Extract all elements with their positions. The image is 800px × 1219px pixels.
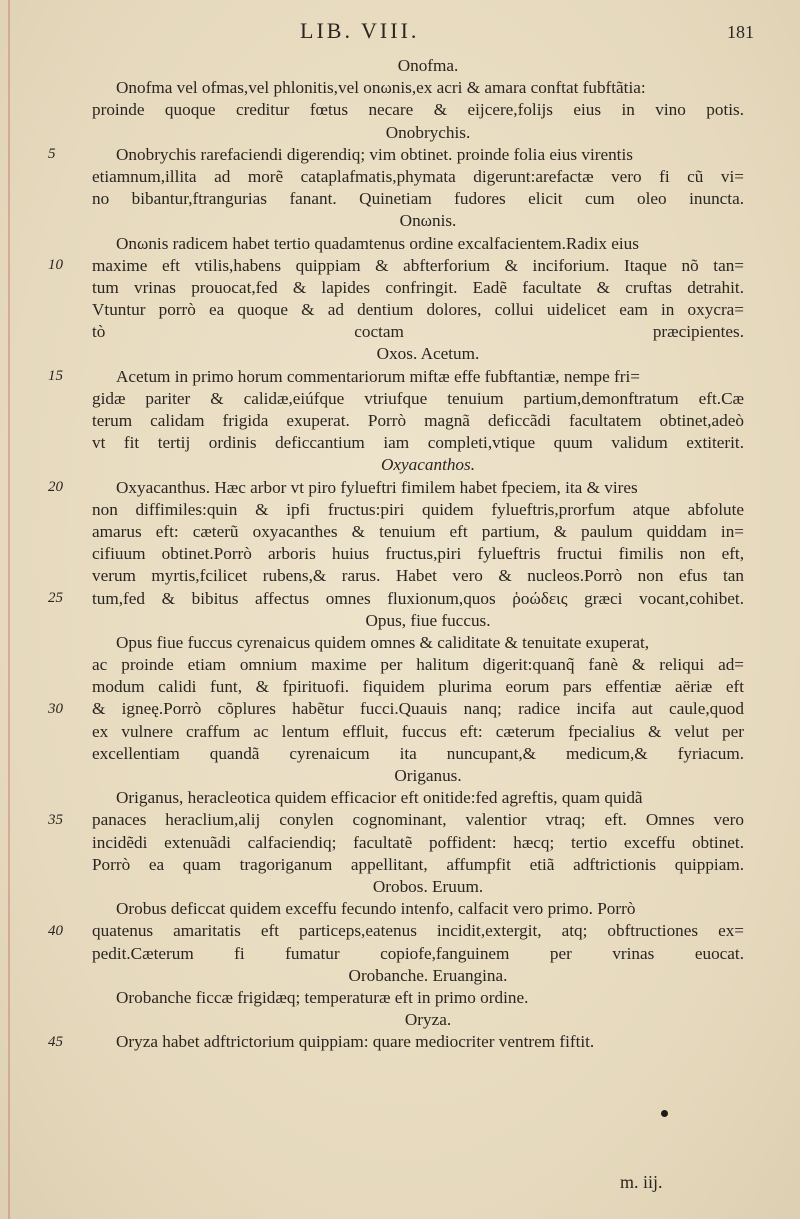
line-number: 10 — [48, 256, 63, 273]
section-heading: Oxyacanthos. — [380, 455, 476, 475]
page-header — [0, 18, 800, 48]
text-line: Acetum in primo horum commentariorum miftæ effe fubftantiæ, nempe fri= — [116, 366, 640, 386]
text-line: pedit.Cæterum fi fumatur copiofe,fanguinem per vrinas euocat. — [92, 943, 744, 963]
text-line: vt fit tertij ordinis deficcantium iam completi,vtique quum validum extiterit. — [92, 433, 744, 453]
text-line: Onofma vel ofmas,vel phlonitis,vel onωnis,ex acri & amara conftat fubftãtia: — [116, 78, 646, 98]
line-number: 40 — [48, 922, 63, 939]
running-head: LIB. VIII. — [300, 18, 420, 43]
text-line: proinde quoque creditur fœtus necare & eijcere,folijs eius in vino potis. — [92, 100, 744, 120]
signature-mark: m. iij. — [620, 1172, 663, 1192]
text-line: Onobrychis rarefaciendi digerendiq; vim obtinet. proinde folia eius virentis — [116, 144, 633, 164]
text-line: tum,fed & bibitus affectus omnes fluxionum,quos ῥοώδεις græci vocant,cohibet. — [92, 588, 744, 608]
text-line: Origanus, heracleotica quidem efficacior eft onitide:fed agreftis, quam quidã — [116, 788, 643, 808]
section-heading: Opus, fiue fuccus. — [365, 610, 491, 630]
text-line: terum calidam frigida exuperat. Porrò magnã deficcãdi facultatem obtinet,adeò — [92, 411, 744, 430]
text-line: quatenus amaritatis eft particeps,eatenus incidit,extergit, atq; obftructiones ex= — [92, 921, 744, 941]
text-line: panaces heraclium,alij conylen cognominant, valentior vtraq; eft. Omnes vero — [92, 810, 744, 830]
text-line: Oxyacanthus. Hæc arbor vt piro fylueftri fimilem habet fpeciem, ita & vires — [116, 477, 638, 497]
section-heading: Origanus. — [394, 766, 462, 785]
text-line: Porrò ea quam tragoriganum appellitant, affumpfit etiã adftrictionis quippiam. — [92, 854, 744, 874]
line-number: 45 — [48, 1033, 63, 1050]
line-number: 35 — [48, 811, 63, 828]
text-line: Oryza habet adftrictorium quippiam: quare mediocriter ventrem fiftit. — [116, 1032, 595, 1052]
text-line: excellentiam quandã cyrenaicum ita nuncupant,& medicum,& fyriacum. — [92, 743, 744, 763]
section-heading: Onωnis. — [399, 211, 457, 231]
text-line: & igneę.Porrò cõplures habẽtur fucci.Quauis nanq; radice incifa aut caule,quod — [92, 699, 744, 719]
text-line: Orobus deficcat quidem exceffu fecundo intenfo, calfacit vero primo. Porrò — [116, 899, 636, 919]
section-heading: Oryza. — [404, 1010, 452, 1030]
text-line: ac proinde etiam omnium maxime per halitum digerit:quanq̃ fanè & reliqui ad= — [92, 655, 744, 675]
text-line: amarus eft: cæterũ oxyacanthes & tenuium eft partium, & paulum quiddam in= — [92, 521, 744, 541]
text-line: tò coctam præcipientes. — [92, 322, 744, 342]
section-heading: Onobrychis. — [385, 122, 471, 142]
text-line: Orobanche ficcæ frigidæq; temperaturæ eft in primo ordine. — [116, 987, 529, 1007]
text-line: ex vulnere craffum ac lentum effluit, fuccus eft: cæterum fpecialius & velut per — [92, 721, 744, 741]
section-heading: Onofma. — [397, 56, 459, 75]
line-number: 20 — [48, 478, 63, 495]
text-line: cifiuum obtinet.Porrò arboris huius fructus,piri fylueftris fructui fimilis non eft, — [92, 544, 744, 564]
section-heading: Orobanche. Eruangina. — [348, 965, 508, 985]
text-line: maxime eft vtilis,habens quippiam & abfterforium & inciforium. Itaque nõ tan= — [92, 255, 744, 275]
page-edge-rule — [8, 0, 10, 1219]
text-line: no bibantur,ftrangurias fanant. Quinetiam fudores elicit cum oleo inuncta. — [92, 189, 744, 209]
text-line: Vtuntur porrò ea quoque & ad dentium dolores, collui uidelicet eam in oxycra= — [92, 300, 744, 320]
text-line: etiamnum,illita ad morẽ cataplafmatis,phymata digerunt:arefactæ vero fi cũ vi= — [92, 166, 744, 186]
line-number: 15 — [48, 367, 63, 384]
text-line: non diffimiles:quin & ipfi fructus:piri quidem fylueftris,prorfum atque abfolute — [92, 499, 744, 519]
text-line: verum myrtis,fcilicet rubens,& rarus. Habet vero & nucleos.Porrò non efus tan — [92, 566, 744, 586]
line-number: 30 — [48, 700, 63, 717]
text-line: Onωnis radicem habet tertio quadamtenus ordine excalfacientem.Radix eius — [116, 233, 639, 253]
line-number: 25 — [48, 589, 63, 606]
ink-blot — [661, 1110, 668, 1117]
text-line: gidæ pariter & calidæ,eiúfque vtriufque tenuium partium,demonftratum eft.Cæ — [92, 388, 744, 408]
text-line: incidẽdi extenuãdi calfaciendiq; facultatẽ poffident: hæcq; tertio exceffu obtinet. — [92, 832, 744, 852]
section-heading: Oxos. Acetum. — [376, 344, 480, 364]
line-number: 5 — [48, 145, 56, 162]
main-text — [92, 55, 744, 1053]
folio-number: 181 — [727, 22, 754, 42]
text-line: Opus fiue fuccus cyrenaicus quidem omnes & caliditate & tenuitate exuperat, — [116, 632, 650, 652]
text-line: tum vrinas prouocat,fed & lapides confringit. Eadẽ facultate & cruftas detrahit. — [92, 277, 744, 297]
text-line: modum calidi funt, & fpirituofi. fiquidem plurima eorum pars effentiæ aëriæ eft — [92, 677, 744, 697]
section-heading: Orobos. Eruum. — [372, 876, 484, 896]
